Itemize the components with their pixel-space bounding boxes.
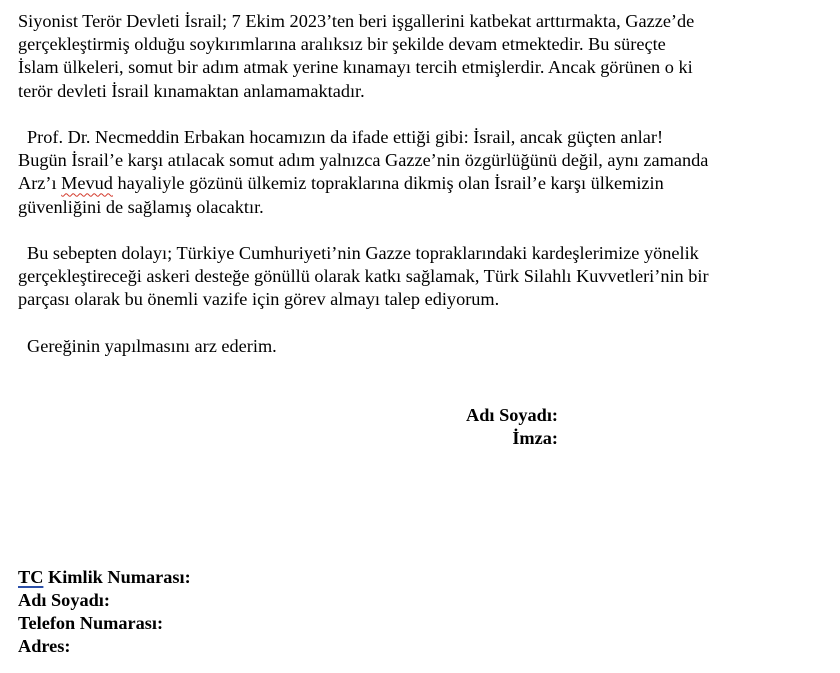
paragraph-line-suffix: hayaliyle gözünü ülkemiz topraklarına dikmiş olan İsrail’e karşı ülkemizin xyxy=(112,173,664,194)
tc-abbrev[interactable]: TC xyxy=(18,567,44,587)
signature-block xyxy=(440,404,558,450)
address-field-label: Adres: xyxy=(18,636,71,656)
name-field-label: Adı Soyadı: xyxy=(18,590,110,610)
paragraph-line: gerçekleştirmiş olduğu soykırımlarına aralıksız bir şekilde devam etmektedir. Bu süreçte xyxy=(18,34,666,55)
signature-name-label: Adı Soyadı: xyxy=(466,405,558,425)
paragraph-erbakan xyxy=(18,126,818,219)
misspelled-word[interactable]: Mevud xyxy=(61,173,113,194)
tc-id-label-text: Kimlik Numarası: xyxy=(43,567,191,587)
paragraph-line: Prof. Dr. Necmeddin Erbakan hocamızın da ifade ettiği gibi: İsrail, ancak güçten anlar! xyxy=(27,127,664,147)
document-page xyxy=(18,10,818,358)
paragraph-line-prefix: Arz’ı xyxy=(18,173,62,194)
closing-text: Gereğinin yapılmasını arz ederim. xyxy=(27,335,277,356)
phone-field-label: Telefon Numarası: xyxy=(18,613,164,633)
paragraph-line: parçası olarak bu önemli vazife için görev almayı talep ediyorum. xyxy=(18,289,500,310)
paragraph-closing xyxy=(18,335,818,358)
paragraph-line: İslam ülkeleri, somut bir adım atmak yerine kınamayı tercih etmişlerdir. Ancak görünen o ki xyxy=(18,57,693,78)
paragraph-gap xyxy=(18,312,818,335)
paragraph-line: Siyonist Terör Devleti İsrail; 7 Ekim 2023’ten beri işgallerini katbekat arttırmakta, Gazze’de xyxy=(18,11,695,31)
paragraph-intro xyxy=(18,10,818,103)
paragraph-line: güvenliğini de sağlamış olacaktır. xyxy=(18,196,264,217)
paragraph-gap xyxy=(18,103,818,126)
paragraph-line: Bu sebepten dolayı; Türkiye Cumhuriyeti’nin Gazze topraklarındaki kardeşlerimize yönelik xyxy=(27,243,699,263)
paragraph-request xyxy=(18,242,818,312)
tc-id-field-label xyxy=(18,566,191,589)
applicant-info-block xyxy=(18,566,191,658)
paragraph-line: Bugün İsrail’e karşı atılacak somut adım yalnızca Gazze’nin özgürlüğünü değil, aynı zamanda xyxy=(18,150,709,171)
paragraph-line: gerçekleştireceği askeri desteğe gönüllü olarak katkı sağlamak, Türk Silahlı Kuvvetleri’nin bir xyxy=(18,266,709,287)
signature-sign-label: İmza: xyxy=(512,428,558,448)
paragraph-gap xyxy=(18,219,818,242)
paragraph-line: terör devleti İsrail kınamaktan anlamamaktadır. xyxy=(18,80,365,101)
